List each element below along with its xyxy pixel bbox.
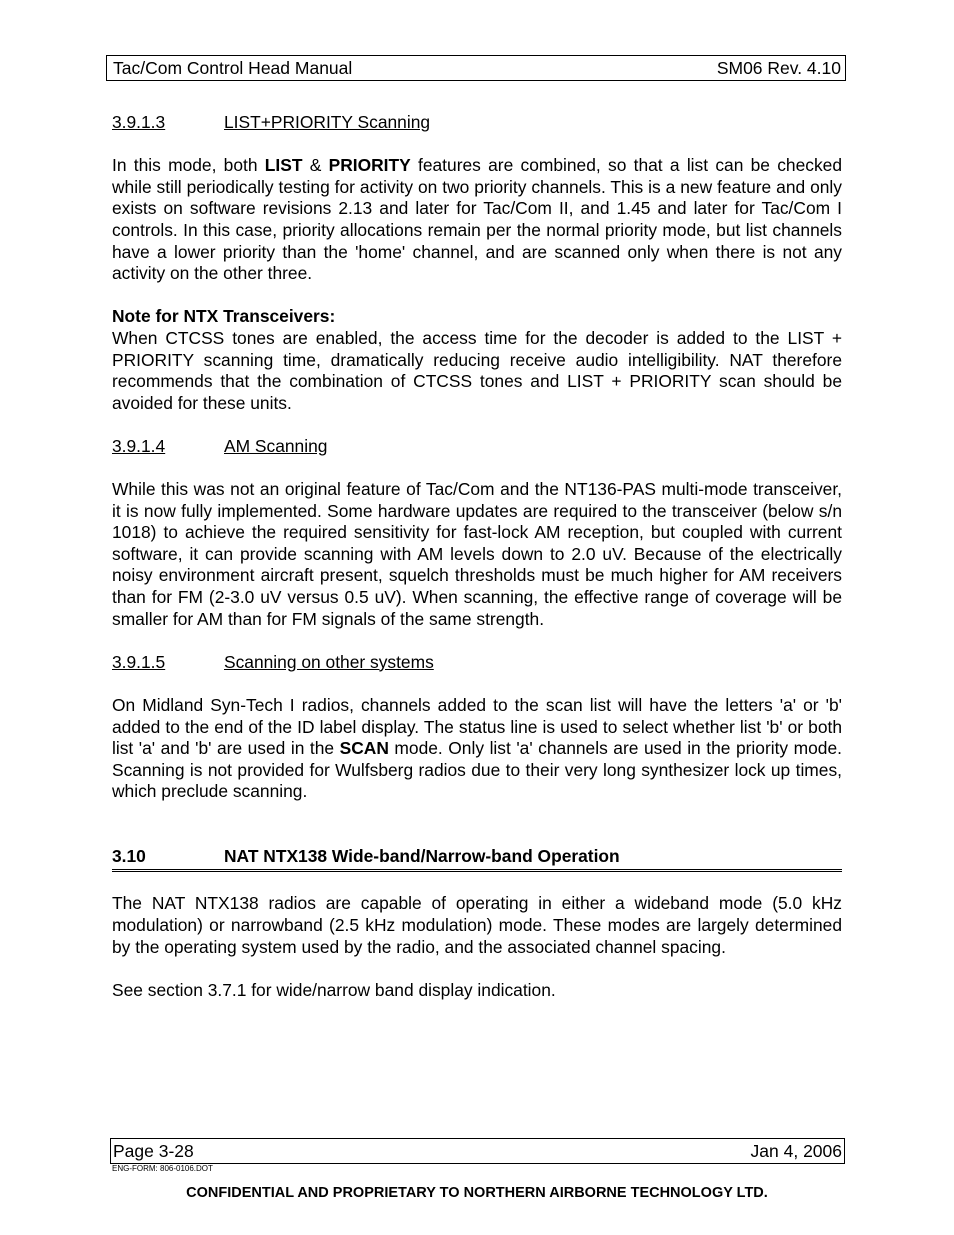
paragraph-am-scanning: While this was not an original feature of Tac/Com and the NT136-PAS multi-mode transceiver, it is now fully implemented. Some hardware updates are required to the transceiver (below s/n 1018) to achieve the required sensitivity for fast-lock AM reception, but coupled with current software, it can provide scanning with AM levels down to 2.0 uV. Because of the electrically noisy environment aircraft present, squelch thresholds must be much higher for AM receivers than for FM (2-3.0 uV versus 0.5 uV). When scanning, the effective range of coverage will be smaller for AM than for FM signals of the same strength. [112,479,842,629]
section-heading-3-9-1-3 [112,112,842,134]
keyword-scan: SCAN [339,738,389,759]
section-title: NAT NTX138 Wide-band/Narrow-band Operation [224,846,620,867]
paragraph-wide-narrow: The NAT NTX138 radios are capable of operating in either a wideband mode (5.0 kHz modulation) or narrowband (2.5 kHz modulation) mode. These modes are largely determined by the operating system used by the radio, and the associated channel spacing. [112,893,842,957]
section-number: 3.9.1.4 [112,435,166,456]
page-body [112,112,842,1001]
paragraph-other-systems: On Midland Syn-Tech I radios, channels added to the scan list will have the letters 'a' or 'b' added to the end of the ID label display. The status line is used to select whether list 'b' or both list 'a' and 'b' are used in the SCAN mode. Only list 'a' channels are used in the priority mode. Scanning is not provided for Wulfsberg radios due to their very long synthesizer lock up times, which preclude scanning. [112,695,842,802]
header-revision: SM06 Rev. 4.10 [716,57,841,78]
paragraph-see-also: See section 3.7.1 for wide/narrow band display indication. [112,979,556,1000]
form-id: ENG-FORM: 806-0106.DOT [112,1164,213,1173]
section-heading-3-10 [112,846,842,872]
page-header [106,55,846,81]
section-title: LIST+PRIORITY Scanning [224,112,431,132]
paragraph-list-priority: In this mode, both LIST & PRIORITY features are combined, so that a list can be checked while still periodically testing for activity on two priority channels. This is a new feature and only exists on software revisions 2.13 and later for Tac/Com II, and 1.45 and later for Tac/Com I controls. In this case, priority allocations remain per the normal priority mode, but list channels have a lower priority than the 'home' channel, and are scanned only when there is not any activity on the other three. [112,155,843,284]
section-number: 3.9.1.3 [112,112,166,132]
note-title: Note for NTX Transceivers: [112,306,336,327]
keyword-list: LIST [264,155,303,176]
confidential-notice: CONFIDENTIAL AND PROPRIETARY TO NORTHERN AIRBORNE TECHNOLOGY LTD. [186,1185,768,1201]
section-heading-3-9-1-4 [112,436,842,458]
section-heading-3-9-1-5 [112,652,842,674]
section-title: Scanning on other systems [224,651,434,672]
keyword-priority: PRIORITY [328,155,411,176]
footer-page-number: Page 3-28 [113,1140,194,1161]
section-title: AM Scanning [224,435,328,456]
section-number: 3.9.1.5 [112,651,166,672]
header-manual-title: Tac/Com Control Head Manual [113,57,353,78]
page-footer [110,1138,845,1164]
footer-date: Jan 4, 2006 [750,1140,842,1161]
section-number: 3.10 [112,846,146,867]
note-body: When CTCSS tones are enabled, the access time for the decoder is added to the LIST + PRIORITY scanning time, dramatically reducing receive audio intelligibility. NAT therefore recommends that the combination of CTCSS tones and LIST + PRIORITY scan should be avoided for these units. [112,327,842,413]
